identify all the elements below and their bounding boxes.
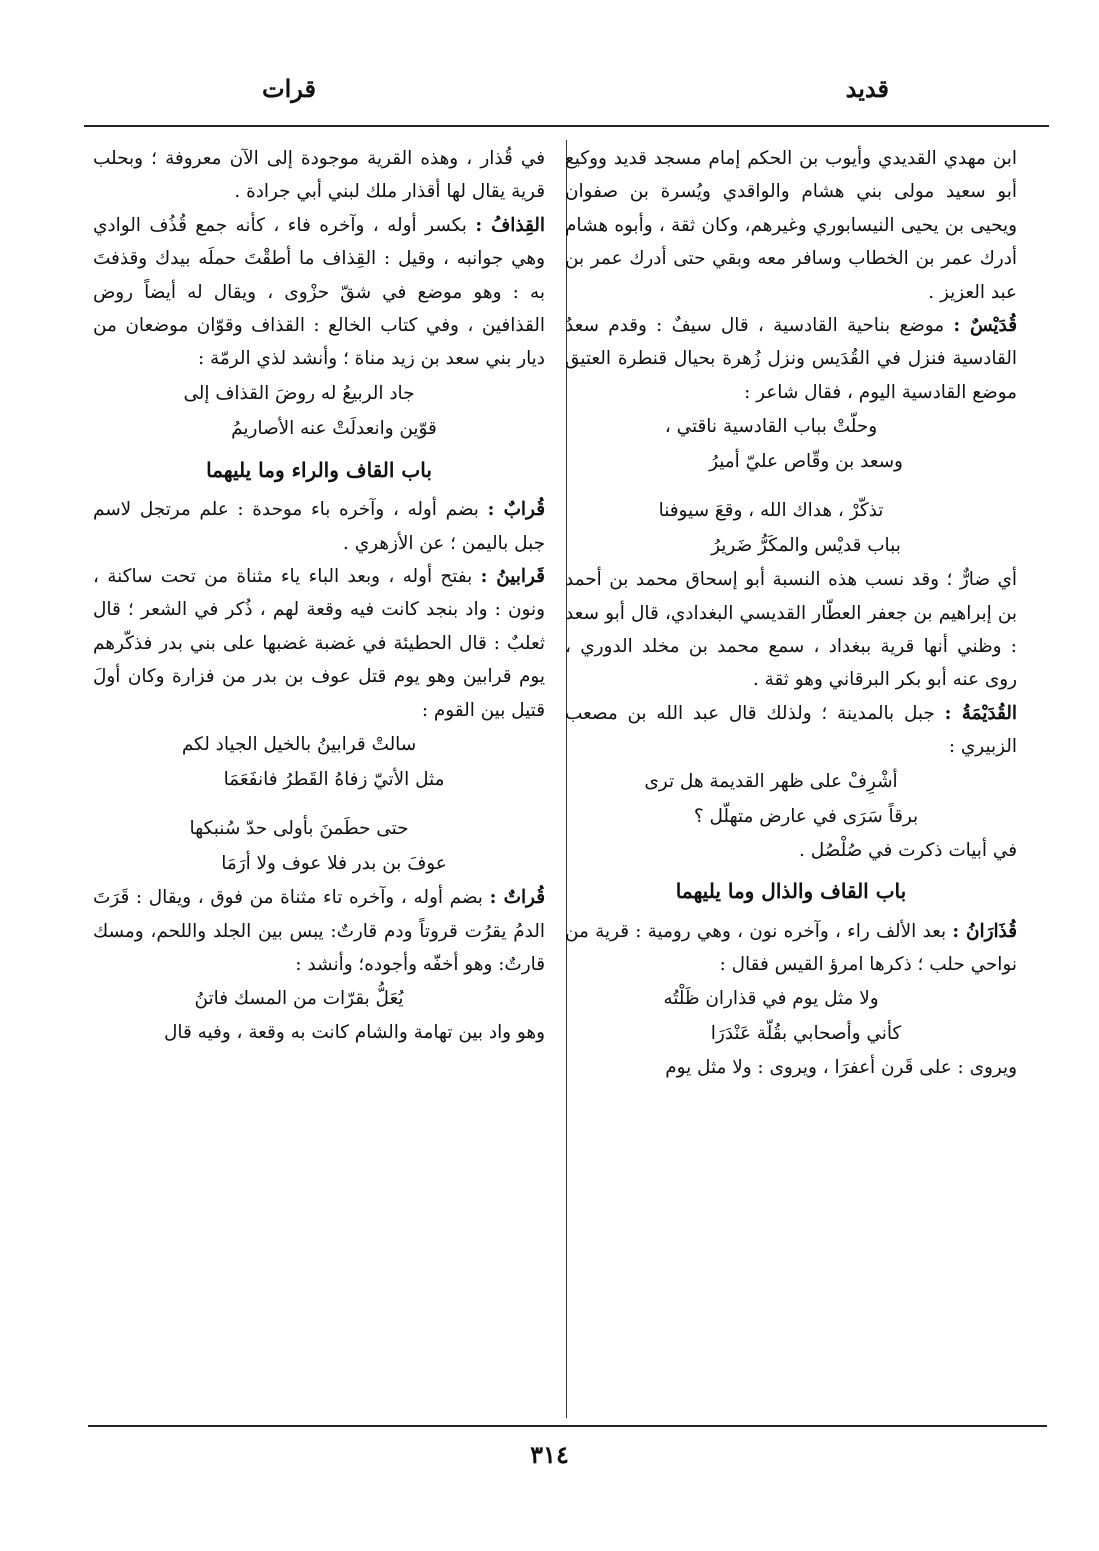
section-heading: باب القاف والراء وما يليهما bbox=[206, 457, 432, 482]
verse-line: تذكّرْ ، هداك الله ، وقعَ سيوفنا bbox=[658, 500, 884, 522]
running-header-left: قرات bbox=[262, 74, 316, 103]
verse bbox=[565, 493, 1017, 563]
verse-line: وحلّتْ بباب القادسية ناقتي ، bbox=[664, 416, 878, 438]
header-rule bbox=[84, 125, 1049, 127]
paragraph: ويروى : على قَرن أعفرَا ، ويروى : ولا مثل يوم bbox=[665, 1057, 1017, 1079]
entry-headword: قُرابٌ : bbox=[487, 499, 545, 521]
paragraph: في قُذار ، وهذه القرية موجودة إلى الآن معروفة ؛ وبحلب قرية يقال لها أقذار ملك لبني أبي جرادة . bbox=[93, 148, 545, 203]
entry bbox=[93, 209, 545, 376]
entry bbox=[565, 309, 1017, 409]
entry-text: بفتح أوله ، وبعد الباء ياء مثناة من تحت ساكنة ، ونون : واد بنجد كانت فيه وقعة لهم ، ذُكر في الشعر ؛ قال ثعلبٌ : قال الحطيئة في غضبة غضبها على بني بدر فذكّرهم يوم قرابين وهو يوم قتل عوف بن بدر من فزارة وكان أولَ قتيل بين القوم : bbox=[93, 566, 545, 721]
entry-text: بكسر أوله ، وآخره فاء ، كأنه جمع قُذُف الوادي وهي جوانبه ، وقيل : القِذاف ما أطقْتَ حملَه بيدك وقذفتَ به : وهو موضع في شقّ حزْوى ، ويقال له أيضاً روض القذافين ، وفي كتاب الخالع : القذاف وقوّان موضعان من ديار بني سعد بن زيد مناة ؛ وأنشد لذي الرمّة : bbox=[93, 214, 545, 370]
verse-line: كأني وأصحابي بقُلّة عَنْدَرَا bbox=[710, 1023, 902, 1045]
verse bbox=[565, 764, 1017, 834]
entry bbox=[565, 697, 1017, 764]
entry-headword: قَرابينُ : bbox=[480, 566, 545, 588]
verse-line: يُعَلُّ بقرّات من المسك فاتنُ bbox=[194, 988, 404, 1010]
entry-headword: قُدَيْسٌ : bbox=[953, 315, 1017, 337]
verse-line: سالتْ قرابينُ بالخيل الجياد لكم bbox=[181, 734, 417, 756]
paragraph: في أبيات ذكرت في صُلْصُل . bbox=[799, 839, 1017, 861]
verse-line: مثل الأتيّ زفاهُ القَطرُ فانفَعَمَا bbox=[223, 769, 445, 791]
entry-text: بعد الألف راء ، وآخره نون ، وهي رومية : قرية من نواحي حلب ؛ ذكرها امرؤ القيس فقال : bbox=[565, 920, 1017, 975]
verse bbox=[565, 409, 1017, 479]
verse bbox=[93, 727, 545, 797]
entry-headword: قُذَارَانُ : bbox=[952, 920, 1018, 942]
entry-headword: القِذافُ : bbox=[475, 214, 545, 236]
verse-line: قوّين وانعدلَتْ عنه الأصاريمُ bbox=[231, 417, 437, 439]
paragraph: أي ضارٌّ ؛ وقد نسب هذه النسبة أبو إسحاق محمد بن أحمد بن إبراهيم بن جعفر العطّار القديسي البغدادي، قال أبو سعد : وظني أنها قرية ببغداد ، سمع محمد بن مخلد الدوري ، روى عنه أبو بكر البرقاني وهو ثقة . bbox=[565, 569, 1017, 691]
verse-line: عوفَ بن بدر فلا عوف ولا أرَمَا bbox=[221, 853, 447, 875]
page-number: ٣١٤ bbox=[530, 1440, 569, 1469]
verse-line: أشْرِفْ على ظهر القديمة هل ترى bbox=[644, 770, 898, 792]
entry bbox=[93, 493, 545, 560]
left-column bbox=[93, 142, 545, 1050]
footer-rule bbox=[88, 1425, 1047, 1427]
verse-line: برقاً سَرَى في عارض متهلّل ؟ bbox=[693, 805, 919, 827]
entry-headword: القُدَيْمَةُ : bbox=[944, 702, 1017, 724]
right-column bbox=[565, 142, 1017, 1085]
entry bbox=[93, 881, 545, 981]
verse bbox=[565, 981, 1017, 1051]
entry bbox=[565, 915, 1017, 982]
verse-line: حتى حطَمنَ بأولى حدّ سُنبكها bbox=[189, 818, 409, 840]
entry-text: جبل بالمدينة ؛ ولذلك قال عبد الله بن مصعب الزبيري : bbox=[565, 702, 1017, 758]
entry-headword: قُراتٌ : bbox=[489, 887, 545, 909]
verse bbox=[93, 981, 545, 1016]
entry-text: بضم أوله ، وآخره تاء مثناة من فوق ، ويقال : قَرَتَ الدمُ يقرُت قروتاً ودم قارتٌ: يبس بين الجلد واللحم، ومسك قارتٌ: وهو أخفّه وأجوده؛ وأنشد : bbox=[93, 887, 545, 975]
section-heading: باب القاف والذال وما يليهما bbox=[675, 879, 907, 904]
verse-line: بباب قديْس والمكَرُّ ضَريرُ bbox=[711, 535, 901, 557]
entry-text: بضم أوله ، وآخره باء موحدة : علم مرتجل لاسم جبل باليمن ؛ عن الأزهري . bbox=[93, 499, 545, 554]
verse bbox=[93, 376, 545, 446]
verse-line: جاد الربيعُ له روضَ القذاف إلى bbox=[183, 382, 415, 404]
paragraph: وهو واد بين تهامة والشام كانت به وقعة ، وفيه قال bbox=[164, 1022, 545, 1044]
verse bbox=[93, 811, 545, 881]
running-header-right: قديد bbox=[845, 74, 889, 103]
verse-line: وسعد بن وقّاص عليّ أميرُ bbox=[709, 451, 903, 473]
entry bbox=[93, 560, 545, 727]
verse-line: ولا مثل يوم في قذاران ظَلْتُه bbox=[663, 988, 879, 1010]
entry-text: موضع بناحية القادسية ، قال سيفٌ : وقدم سعدٌ القادسية فنزل في القُدَيس ونزل زُهرة بحيال قنطرة العتيق موضع القادسية اليوم ، فقال شاعر : bbox=[565, 315, 1017, 403]
paragraph: ابن مهدي القديدي وأيوب بن الحكم إمام مسجد قديد ووكيع أبو سعيد مولى بني هشام والواقدي ويُسرة بن صفوان ويحيى بن يحيى النيسابوري وغيرهم، وكان ثقة ، وأبوه هشام أدرك عمر بن الخطاب وسافر معه وبقي حتى أدرك عمر بن عبد العزيز . bbox=[565, 148, 1017, 303]
